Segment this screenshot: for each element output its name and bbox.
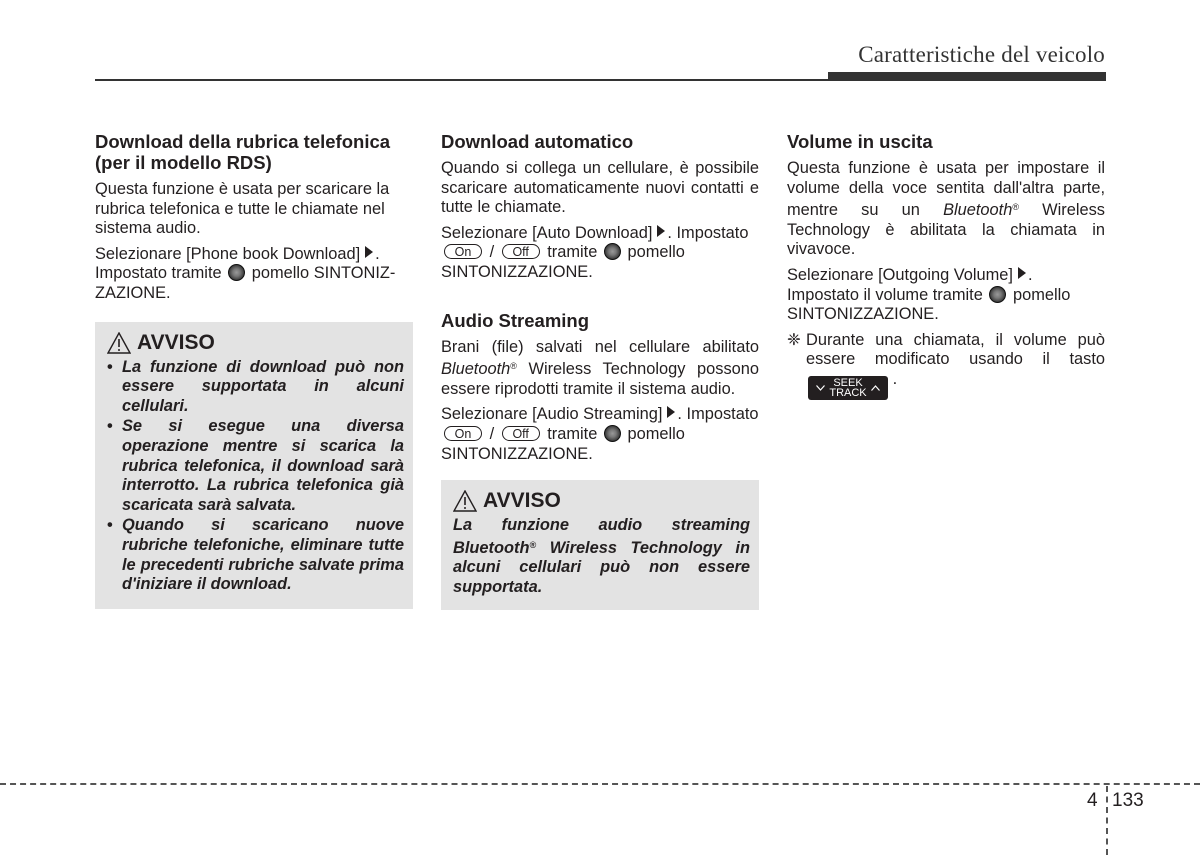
instruction-text: . Impostato — [667, 223, 749, 242]
header-rule-bar — [828, 72, 1106, 81]
paragraph — [787, 159, 1105, 260]
notice-box — [95, 322, 413, 609]
body-text: Questa funzione è usata per impostare il volume della voce sentita dall'altra parte, mentre su un — [787, 159, 1105, 220]
on-button-icon: On — [444, 244, 482, 259]
track-label: TRACK — [829, 386, 867, 399]
list-item: • Quando si scaricano nuove rubriche telefoniche, eliminare tutte le precedenti rubriche salvate prima d'iniziare il download. — [107, 516, 404, 594]
heading-line-2: (per il modello RDS) — [95, 152, 272, 173]
instruction-text: Selezionare [Audio Streaming] — [441, 405, 663, 424]
section-heading — [95, 131, 413, 173]
instruction-text: tramite — [547, 243, 598, 262]
notice-box — [441, 480, 759, 609]
instruction-text: Selezionare [Outgoing Volume] — [787, 265, 1013, 284]
off-button-icon: Off — [502, 426, 540, 441]
footer-divider — [0, 783, 1200, 785]
column-phonebook-download — [95, 131, 413, 609]
arrow-right-icon — [365, 246, 373, 258]
instruction-text: Selezionare [Phone book Download] — [95, 244, 361, 263]
notice-text-part: La funzione audio streaming Bluetooth — [453, 516, 750, 557]
off-button-icon: Off — [502, 244, 540, 259]
seek-track-button-icon — [808, 376, 888, 400]
arrow-right-icon — [657, 225, 665, 237]
instruction-text: . Impostato il volume tramite — [787, 265, 1033, 304]
instruction-text: pomello SINTONIZZAZIONE. — [787, 285, 1071, 324]
tune-knob-icon — [604, 243, 621, 260]
note-text: Durante una chiamata, il volume può essere modificato usando il tasto — [806, 330, 1105, 369]
notice-title: AVVISO — [137, 330, 215, 354]
arrow-right-icon — [1018, 267, 1026, 279]
list-item: • Se si esegue una diversa operazione mentre si scarica la rubrica telefonica, il download sarà interrotto. La rubrica telefonica già scaricata sarà salvata. — [107, 417, 404, 515]
chapter-number: 4 — [1087, 790, 1098, 811]
instruction-text: pomello SINTONIZZAZIONE. — [441, 243, 685, 281]
instruction-paragraph — [95, 245, 413, 304]
notice-text-part: Wireless Technology in alcuni cellulari può non essere supportata. — [453, 538, 750, 596]
body-text: Wireless Technology possono essere riprodotti tramite il sistema audio. — [441, 360, 759, 398]
tune-knob-icon — [604, 425, 621, 442]
seek-label: SEEK — [833, 376, 863, 389]
warning-triangle-icon — [453, 490, 477, 512]
paragraph — [441, 338, 759, 400]
chevron-up-icon — [871, 385, 880, 391]
bluetooth-text: Bluetooth — [441, 360, 511, 379]
notice-header — [453, 490, 750, 512]
seek-track-label — [829, 378, 866, 398]
instruction-paragraph — [787, 266, 1105, 325]
section-heading: Download automatico — [441, 131, 634, 152]
body-text: Wireless Technology è abilitata la chiamata in vivavoce. — [787, 201, 1105, 259]
notice-list — [107, 358, 404, 595]
registered-mark: ® — [529, 539, 537, 550]
list-item: • La funzione di download può non essere supportata in alcuni cellulari. — [107, 358, 404, 417]
instruction-text: tramite — [547, 424, 598, 443]
registered-mark: ® — [510, 361, 517, 372]
page-number-divider — [1106, 786, 1108, 855]
paragraph: Quando si collega un cellulare, è possibile scaricare automaticamente nuovi contatti e tutte le chiamate. — [441, 159, 759, 217]
column-auto-download-streaming — [441, 131, 759, 610]
instruction-text: Selezionare [Auto Download] — [441, 223, 653, 242]
column-outgoing-volume — [787, 131, 1105, 406]
instruction-text: . Impostato — [677, 405, 759, 424]
notice-header — [107, 332, 404, 354]
arrow-right-icon — [667, 406, 675, 418]
body-text: Brani (file) salvati nel cellulare abilitato — [441, 337, 759, 356]
instruction-text: pomello SINTONIZZAZIONE. — [441, 424, 685, 463]
instruction-paragraph — [441, 405, 759, 464]
section-heading: Audio Streaming — [441, 309, 590, 331]
tune-knob-icon — [989, 286, 1006, 303]
instruction-text: Impostato tramite — [95, 264, 222, 283]
notice-text — [453, 516, 750, 597]
notice-title: AVVISO — [483, 489, 561, 513]
tune-knob-icon — [228, 264, 245, 281]
heading-line-1: Download della rubrica telefonica — [95, 131, 391, 152]
separator: / — [489, 243, 495, 262]
instruction-text: . — [375, 244, 380, 263]
warning-triangle-icon — [107, 332, 131, 354]
separator: / — [489, 424, 495, 443]
instruction-text: pomello SINTONIZ-ZAZIONE. — [95, 264, 396, 302]
bluetooth-text: Bluetooth — [943, 201, 1013, 220]
note-paragraph — [787, 331, 1105, 400]
chevron-down-icon — [816, 385, 825, 391]
header-rule — [95, 79, 828, 81]
paragraph: Questa funzione è usata per scaricare la rubrica telefonica e tutte le chiamate nel sistema audio. — [95, 180, 390, 238]
registered-mark: ® — [1012, 202, 1019, 213]
section-heading: Volume in uscita — [787, 131, 933, 152]
note-end: . — [892, 369, 898, 388]
page-number: 133 — [1112, 790, 1144, 811]
note-symbol: ❈ — [787, 330, 801, 349]
on-button-icon: On — [444, 426, 482, 441]
instruction-paragraph — [441, 224, 759, 283]
running-header: Caratteristiche del veicolo — [858, 42, 1105, 67]
